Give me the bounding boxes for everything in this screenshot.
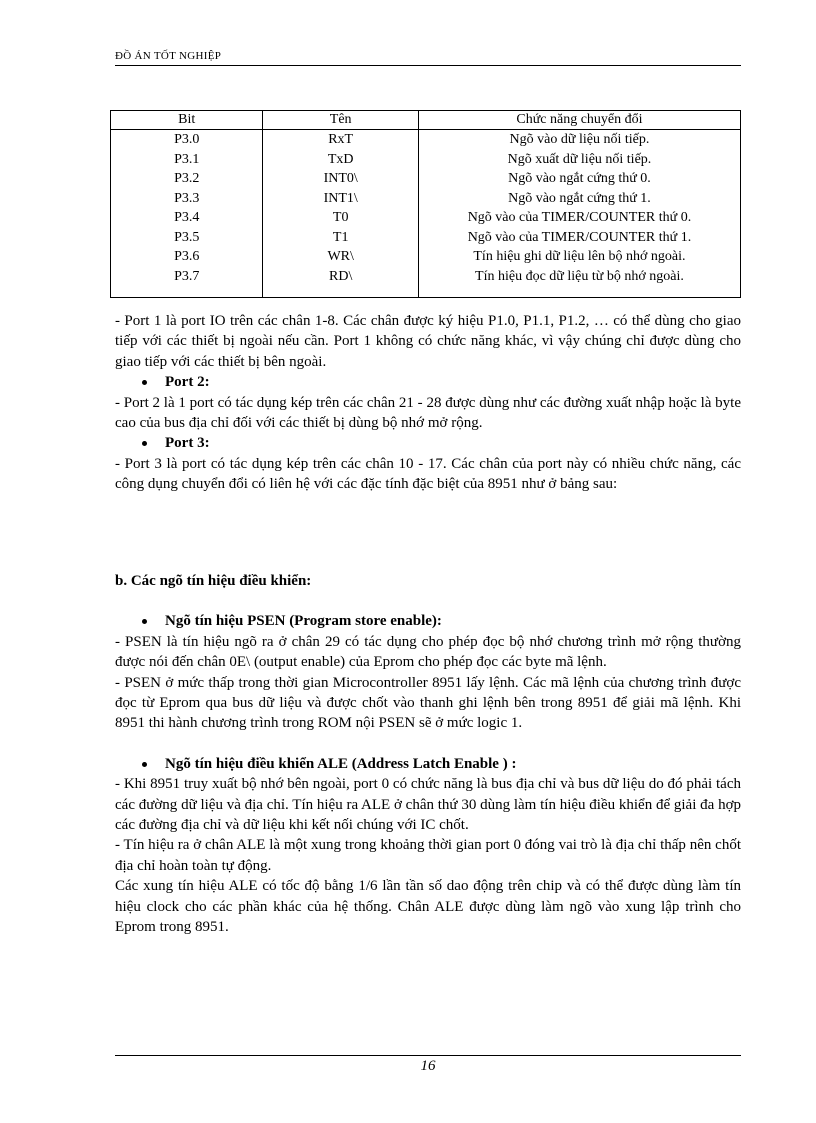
table-header-row [111,111,741,130]
cell-name: RD\ [263,267,418,287]
table-row [111,208,741,228]
port3-paragraph: - Port 3 là port có tác dụng kép trên các chân 10 - 17. Các chân của port này có nhiều chức năng, các công dụng chuyển đổi có liên hệ với các đặc tính đặc biệt của 8951 như ở bảng sau: [115,455,741,493]
psen-paragraph-2: - PSEN ở mức thấp trong thời gian Microcontroller 8951 lấy lệnh. Các mã lệnh của chương trình được đọc từ Eprom qua bus dữ liệu và được chốt vào thanh ghi lệnh bên trong 8951 để giải mã lệnh. Khi 8951 thi hành chương trình trong ROM nội PSEN sẽ ở mức logic 1. [115,674,741,732]
cell-name: INT1\ [263,189,418,209]
cell-bit: P3.4 [111,208,263,228]
cell-name: TxD [263,150,418,170]
ale-heading-text: Ngõ tín hiệu điều khiển ALE (Address Latch Enable ) : [165,755,517,772]
cell-bit: P3.0 [111,130,263,150]
table-row [111,267,741,287]
table-row [111,228,741,248]
cell-bit: P3.5 [111,228,263,248]
page-number: 16 [420,1058,436,1074]
cell-function: Ngõ vào của TIMER/COUNTER thứ 0. [418,208,740,228]
cell-bit: P3.3 [111,189,263,209]
cell-name: RxT [263,130,418,150]
cell-name: WR\ [263,247,418,267]
cell-name: T0 [263,208,418,228]
cell-function: Ngõ vào ngắt cứng thứ 0. [418,169,740,189]
cell-name: T1 [263,228,418,248]
cell-function: Tín hiệu đọc dữ liệu từ bộ nhớ ngoài. [418,267,740,287]
port2-paragraph: - Port 2 là 1 port có tác dụng kép trên các chân 21 - 28 được dùng như các đường xuất nhập hoặc là byte cao của bus địa chỉ đối với các thiết bị dùng bộ nhớ mở rộng. [115,394,741,432]
table-row [111,150,741,170]
bullet-icon [142,762,147,767]
ale-paragraph-2: - Tín hiệu ra ở chân ALE là một xung trong khoảng thời gian port 0 đóng vai trò là địa chỉ thấp nên chốt địa chỉ hoàn toàn tự động. [115,837,741,874]
cell-function: Ngõ vào ngắt cứng thứ 1. [418,189,740,209]
column-header-name: Tên [263,111,418,130]
column-header-function: Chức năng chuyển đổi [418,111,740,130]
header-rule [115,65,741,66]
table-row [111,189,741,209]
cell-function: Ngõ vào dữ liệu nối tiếp. [418,130,740,150]
port2-heading [115,372,741,392]
port2-heading-text: Port 2: [165,374,210,391]
cell-bit: P3.2 [111,169,263,189]
table-row [111,130,741,150]
section-heading: b. Các ngõ tín hiệu điều khiển: [115,573,312,589]
control-signals-section [115,571,741,938]
psen-heading-text: Ngõ tín hiệu PSEN (Program store enable): [165,613,442,630]
port3-heading-text: Port 3: [165,435,210,452]
cell-function: Ngõ vào của TIMER/COUNTER thứ 1. [418,228,740,248]
ale-paragraph-1: - Khi 8951 truy xuất bộ nhớ bên ngoài, port 0 có chức năng là bus địa chỉ và bus dữ liệu do đó phải tách các đường dữ liệu và địa chỉ. Tín hiệu ra ALE ở chân thứ 30 dùng làm tín hiệu điều khiển để giải đa hợp các đường địa chỉ và dữ liệu khi kết nối chúng với IC chốt. [115,776,741,834]
cell-bit: P3.6 [111,247,263,267]
cell-function: Ngõ xuất dữ liệu nối tiếp. [418,150,740,170]
port3-function-table [110,110,741,298]
column-header-bit: Bit [111,111,263,130]
port1-paragraph: - Port 1 là port IO trên các chân 1-8. Các chân được ký hiệu P1.0, P1.1, P1.2, … có thể dùng cho giao tiếp với các thiết bị ngoài nếu cần. Port 1 không có chức năng khác, vì vậy chúng chỉ được dùng cho giao tiếp với các thiết bị bên ngoài. [115,313,741,370]
cell-bit: P3.1 [111,150,263,170]
ale-heading [115,754,741,774]
table-padding-row [111,286,741,298]
psen-paragraph-1: - PSEN là tín hiệu ngõ ra ở chân 29 có tác dụng cho phép đọc bộ nhớ chương trình mở rộng thường được nói đến chân 0E\ (output enable) của Eprom cho phép đọc các byte mã lệnh. [115,633,741,671]
ports-section [115,311,741,495]
table-row [111,169,741,189]
port3-heading [115,433,741,453]
ale-paragraph-3: Các xung tín hiệu ALE có tốc độ bằng 1/6 lần tần số dao động trên chip và có thể được dùng làm tín hiệu clock cho các phần khác của hệ thống. Chân ALE được dùng làm ngõ vào xung lập trình cho Eprom trong 8951. [115,878,741,936]
table-row [111,247,741,267]
document-header: ĐỒ ÁN TỐT NGHIỆP [115,50,222,62]
cell-function: Tín hiệu ghi dữ liệu lên bộ nhớ ngoài. [418,247,740,267]
cell-name: INT0\ [263,169,418,189]
cell-bit: P3.7 [111,267,263,287]
psen-heading [115,611,741,631]
footer-rule [115,1055,741,1056]
